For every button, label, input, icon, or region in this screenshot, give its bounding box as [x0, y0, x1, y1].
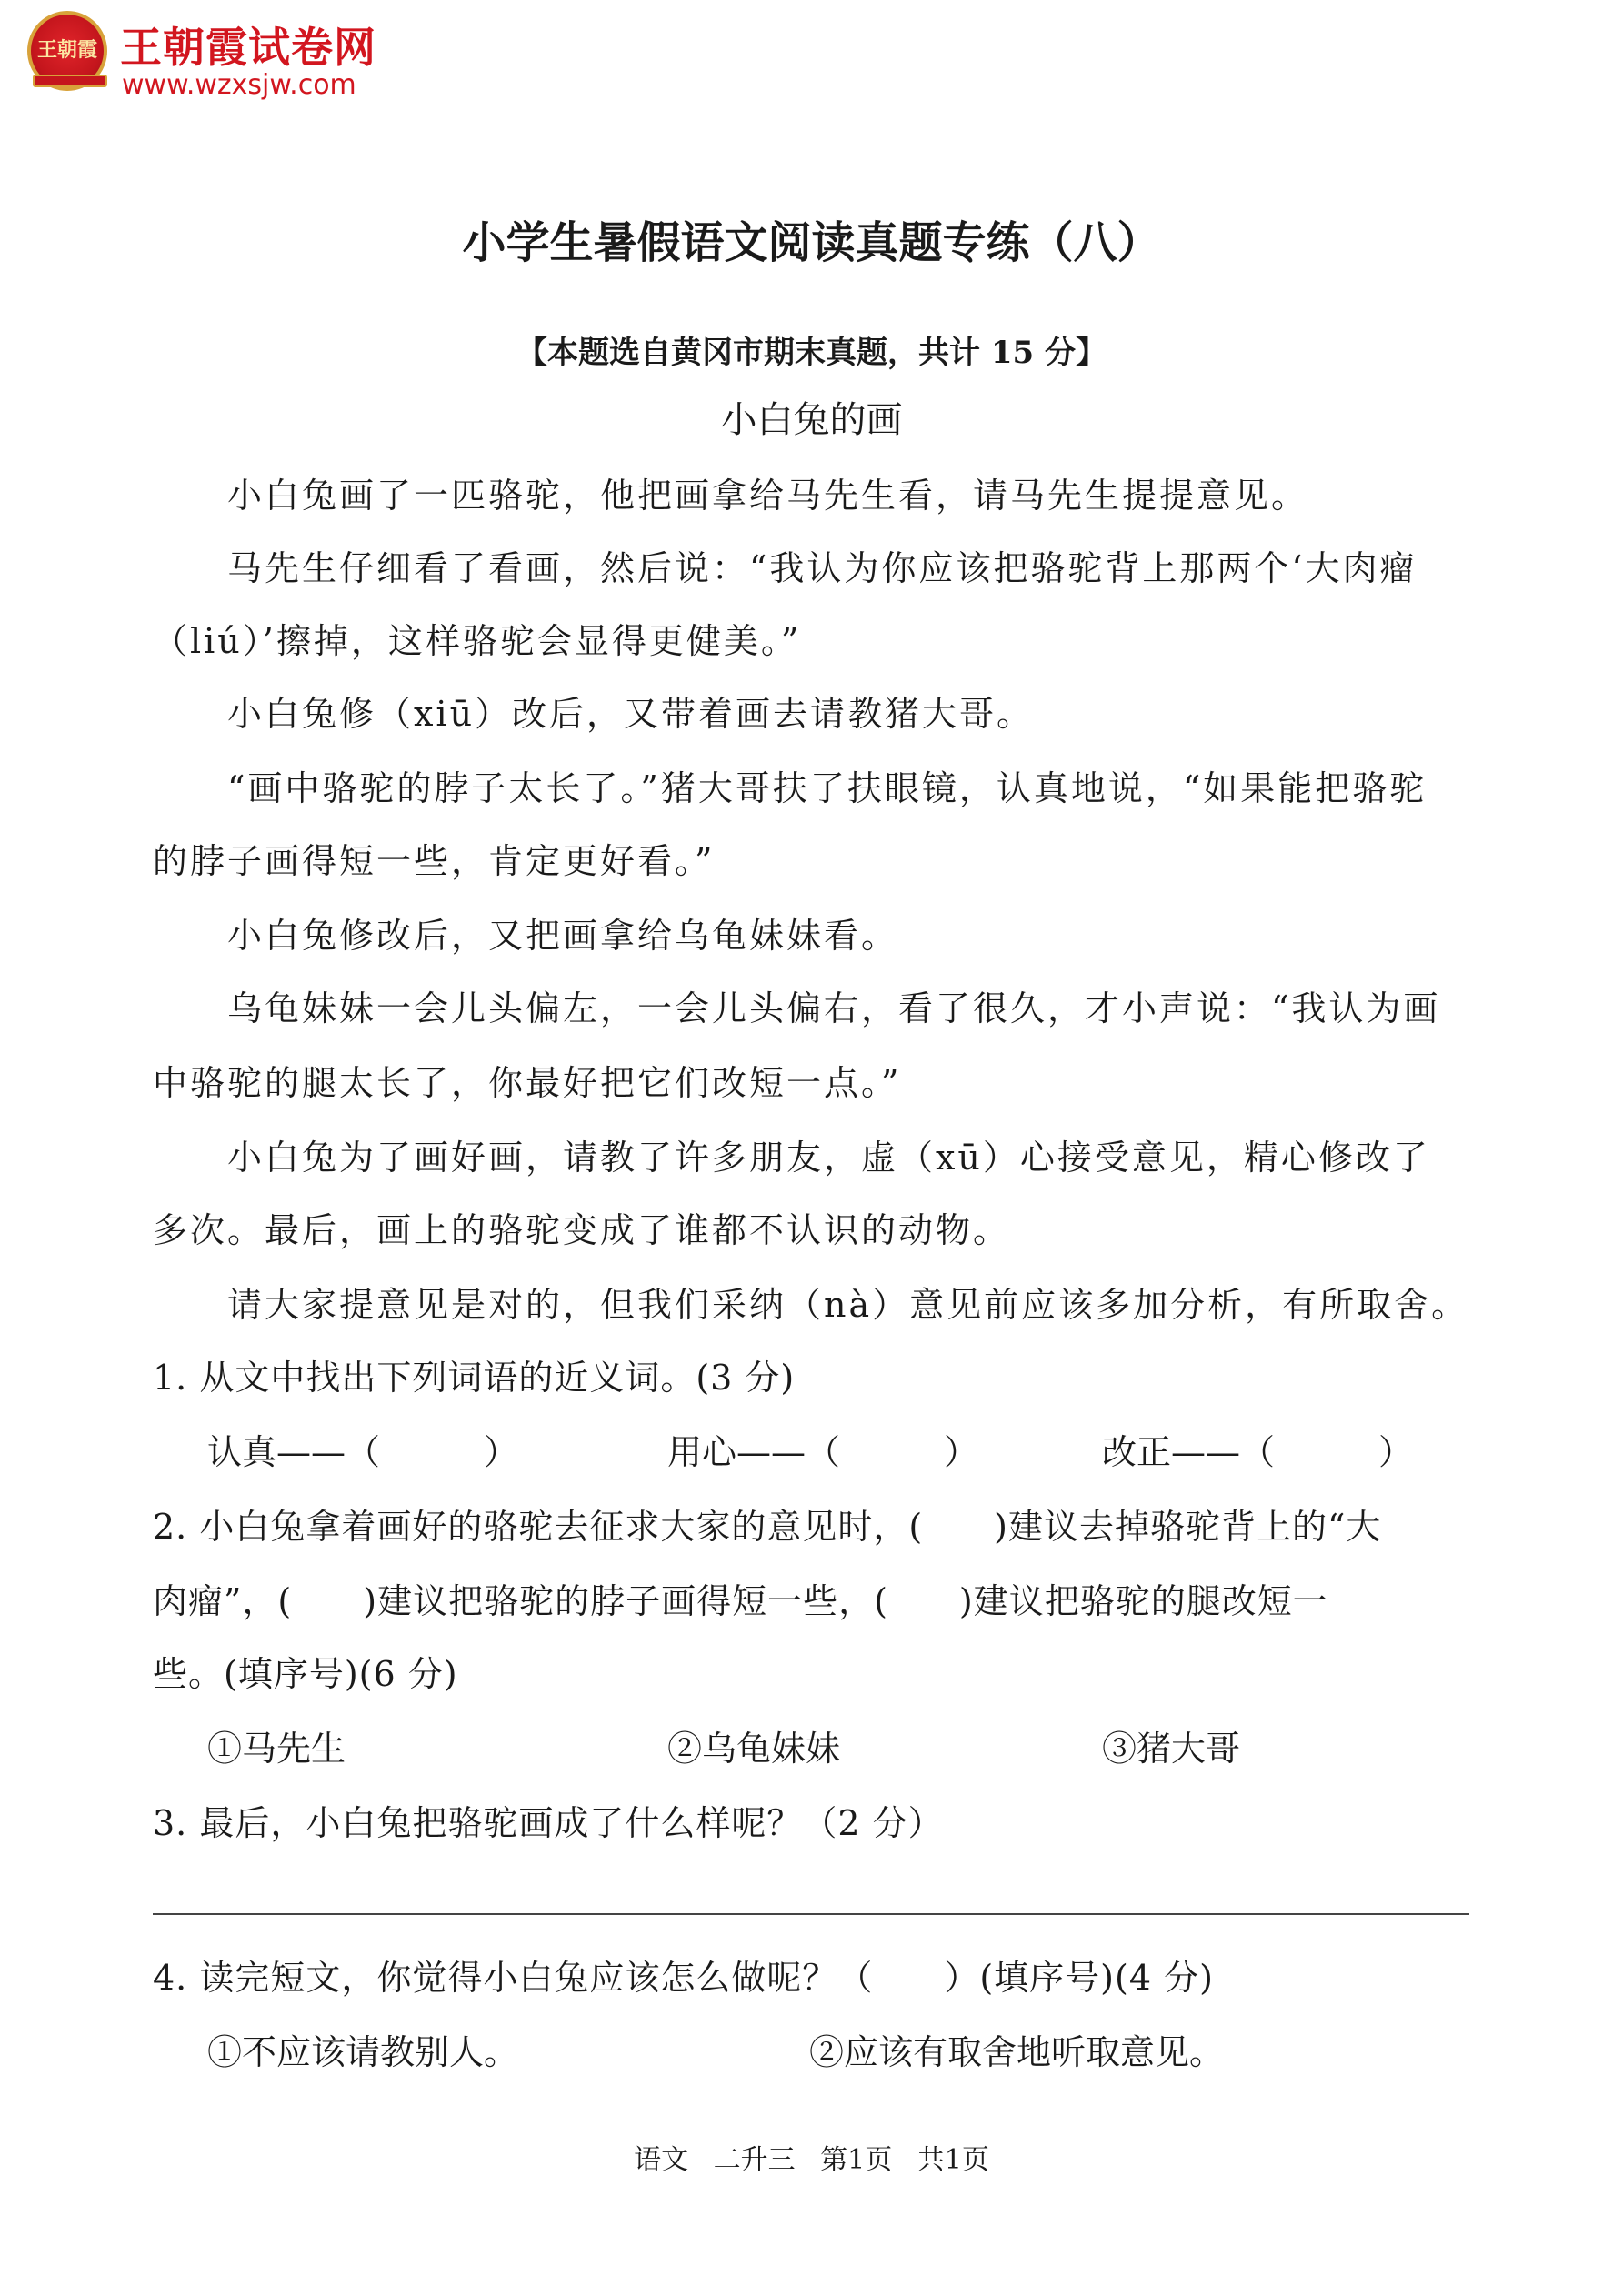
question-2-line: 2. 小白兔拿着画好的骆驼去征求大家的意见时，( )建议去掉骆驼背上的“大 [153, 1507, 1382, 1547]
question-source: 【本题选自黄冈市期末真题，共计 15 分】 [516, 335, 1107, 371]
passage-line: 小白兔画了一匹骆驼，他把画拿给马先生看，请马先生提提意见。 [153, 476, 1309, 516]
passage-line: “画中骆驼的脖子太长了。”猪大哥扶了扶眼镜，认真地说，“如果能把骆驼 [153, 768, 1428, 808]
q1-option-3: 改正——（ ） [1102, 1432, 1414, 1472]
passage-line: 小白兔修改后，又把画拿给乌龟妹妹看。 [153, 916, 899, 956]
passage-line: （liú）’擦掉，这样骆驼会显得更健美。” [153, 621, 802, 661]
story-title: 小白兔的画 [720, 399, 903, 441]
q1-option-2: 用心——（ ） [667, 1432, 979, 1472]
q2-option-3: ③猪大哥 [1102, 1729, 1241, 1769]
page-title: 小学生暑假语文阅读真题专练（八） [462, 217, 1161, 268]
seal-text: 王朝霞 [36, 38, 97, 62]
answer-line [153, 1913, 1469, 1915]
page-footer: 语文 二升三 第1页 共1页 [634, 2144, 989, 2176]
passage-line: 乌龟妹妹一会儿头偏左，一会儿头偏右，看了很久，才小声说：“我认为画 [153, 988, 1441, 1028]
question-2-line: 些。(填序号)(6 分) [153, 1654, 458, 1694]
site-logo [27, 11, 409, 101]
question-1: 1. 从文中找出下列词语的近义词。(3 分) [153, 1358, 796, 1398]
question-2-line: 肉瘤”，( )建议把骆驼的脖子画得短一些，( )建议把骆驼的腿改短一 [153, 1581, 1328, 1621]
q4-option-2: ②应该有取舍地听取意见。 [809, 2032, 1225, 2072]
question-4: 4. 读完短文，你觉得小白兔应该怎么做呢？（ ）(填序号)(4 分) [153, 1958, 1214, 1998]
q1-option-1: 认真——（ ） [207, 1432, 519, 1472]
question-3: 3. 最后，小白兔把骆驼画成了什么样呢？（2 分） [153, 1803, 944, 1843]
passage-line: 请大家提意见是对的，但我们采纳（nà）意见前应该多加分析，有所取舍。 [153, 1285, 1469, 1325]
brand-name: 王朝霞试卷网 [120, 23, 376, 72]
seal-ribbon [33, 75, 107, 87]
q2-option-1: ①马先生 [207, 1729, 346, 1769]
passage-line: 小白兔为了画好画，请教了许多朋友，虚（xū）心接受意见，精心修改了 [153, 1138, 1430, 1178]
passage-line: 小白兔修（xiū）改后，又带着画去请教猪大哥。 [153, 694, 1035, 734]
q2-option-2: ②乌龟妹妹 [667, 1729, 841, 1769]
q4-option-1: ①不应该请教别人。 [207, 2032, 519, 2072]
site-url: www.wzxsjw.com [122, 69, 356, 101]
passage-line: 马先生仔细看了看画，然后说：“我认为你应该把骆驼背上那两个‘大肉瘤 [153, 548, 1418, 588]
passage-line: 多次。最后，画上的骆驼变成了谁都不认识的动物。 [153, 1210, 1011, 1250]
passage-line: 中骆驼的腿太长了，你最好把它们改短一点。” [153, 1063, 902, 1103]
passage-line: 的脖子画得短一些，肯定更好看。” [153, 841, 716, 881]
